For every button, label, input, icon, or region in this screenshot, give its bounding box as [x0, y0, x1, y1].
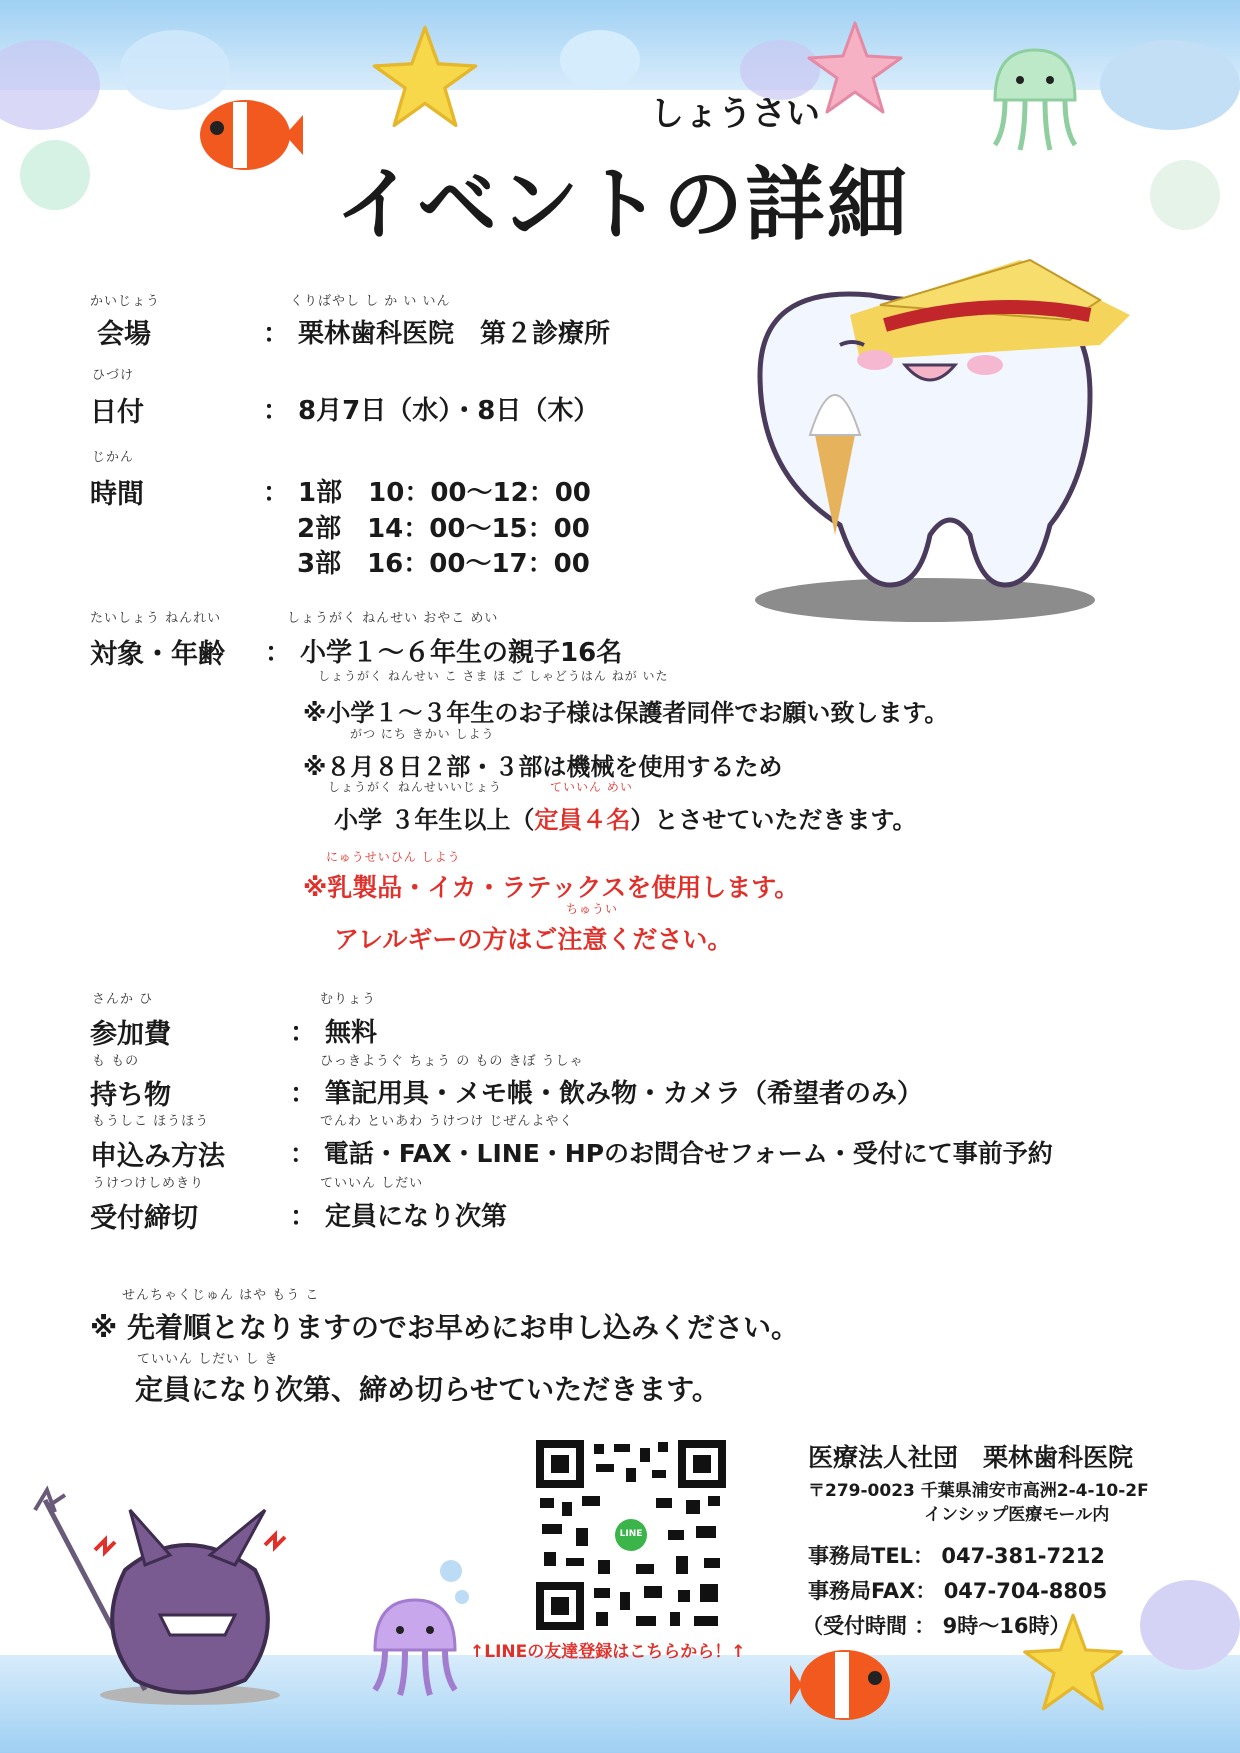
target-value: ： 小学１〜６年生の親子16名	[265, 638, 623, 668]
deadline-label: 受付締切	[90, 1203, 198, 1234]
notice-line2: 定員になり次第、締め切らせていただきます。	[135, 1373, 720, 1406]
time-session-2: 2部 14：00〜15：00	[297, 514, 590, 544]
clownfish-icon	[790, 1640, 900, 1730]
purple-jellyfish-icon	[365, 1595, 465, 1705]
devil-mascot-illustration	[35, 1490, 305, 1710]
time-session-3: 3部 16：00〜17：00	[297, 549, 590, 579]
date-label: 日付	[90, 397, 144, 428]
clinic-name: 医療法人社団 栗林歯科医院	[808, 1443, 1134, 1472]
notice-line2-ruby: ていいん しだい し き	[137, 1352, 279, 1367]
target-label-ruby: たいしょう ねんれい	[90, 611, 222, 626]
apply-value: ： 電話・FAX・LINE・HPのお問合せフォーム・受付にて事前予約	[290, 1139, 1053, 1168]
fee-value: ： 無料	[290, 1018, 378, 1048]
notice-line1: ※ 先着順となりますのでお早めにお申し込みください。	[90, 1311, 799, 1344]
tooth-mascot-illustration	[720, 255, 1120, 605]
venue-value: ： 栗林歯科医院 第２診療所	[263, 319, 611, 349]
target-note3-pre: 小学 ３年生以上（	[334, 806, 535, 834]
fee-label-ruby: さんか ひ	[92, 992, 154, 1007]
time-label-ruby: じかん	[92, 450, 135, 465]
target-note2: ※８月８日２部・３部は機械を使用するため	[303, 753, 783, 781]
venue-value-ruby: くりばやし し か い いん	[290, 294, 451, 309]
line-qr-code[interactable]	[536, 1440, 726, 1630]
bubble	[1140, 1580, 1240, 1670]
bubble	[560, 30, 640, 90]
items-label-ruby: も もの	[92, 1054, 140, 1069]
time-session-1: ： 1部 10：00〜12：00	[263, 478, 591, 508]
venue-label-ruby: かいじょう	[90, 294, 161, 309]
bubble	[1100, 40, 1240, 130]
yellow-starfish-icon	[370, 22, 480, 132]
deadline-value: ： 定員になり次第	[290, 1202, 508, 1232]
date-value: ： 8月7日（水）・8日（木）	[263, 396, 600, 426]
time-label: 時間	[90, 479, 144, 510]
clinic-tel[interactable]: 事務局TEL： 047-381-7212	[808, 1544, 1105, 1568]
target-note3-post: ）とさせていただきます。	[630, 806, 917, 834]
apply-label: 申込み方法	[90, 1141, 225, 1172]
target-note1: ※小学１〜３年生のお子様は保護者同伴でお願い致します。	[303, 699, 949, 727]
clinic-hours: （受付時間 ： 9時〜16時）	[802, 1614, 1071, 1638]
capacity-highlight: 定員４名	[534, 806, 631, 834]
title-ruby: しょうさい	[650, 94, 820, 134]
bubble	[440, 1560, 462, 1582]
bubble	[20, 140, 90, 210]
allergy-warning-line1: ※乳製品・イカ・ラテックスを使用します。	[303, 873, 800, 902]
venue-label: 会場	[97, 319, 151, 350]
items-value-ruby: ひっきようぐ ちょう の もの きぼ うしゃ	[320, 1054, 584, 1069]
apply-label-ruby: もうしこ ほうほう	[92, 1114, 210, 1129]
clownfish-icon	[195, 90, 305, 180]
capacity-ruby: ていいん めい	[550, 780, 633, 794]
apply-value-ruby: でんわ といあわ うけつけ じぜんよやく	[320, 1114, 574, 1129]
deadline-label-ruby: うけつけしめきり	[92, 1176, 205, 1191]
qr-caption: ↑LINEの友達登録はこちらから！↑	[470, 1642, 746, 1662]
allergy-line2-ruby: ちゅうい	[566, 902, 619, 916]
allergy-line1-ruby: にゅうせいひん しよう	[326, 850, 461, 864]
target-value-ruby: しょうがく ねんせい おやこ めい	[287, 611, 499, 626]
items-value: ： 筆記用具・メモ帳・飲み物・カメラ（希望者のみ）	[290, 1079, 924, 1109]
items-label: 持ち物	[90, 1080, 171, 1111]
deadline-value-ruby: ていいん しだい	[320, 1176, 424, 1191]
line-logo-badge: LINE	[619, 1529, 643, 1539]
target-note3-ruby: しょうがく ねんせいいじょう	[328, 780, 502, 794]
bubble	[1150, 160, 1220, 230]
target-note1-ruby: しょうがく ねんせい こ さま ほ ご しゃどうはん ねが いた	[318, 669, 669, 683]
target-note2-ruby: がつ にち きかい しよう	[350, 727, 495, 741]
notice-line1-ruby: せんちゃくじゅん はや もう こ	[122, 1288, 320, 1303]
date-label-ruby: ひづけ	[92, 368, 135, 383]
fee-label: 参加費	[90, 1019, 171, 1050]
target-label: 対象・年齢	[90, 639, 225, 670]
target-note3	[334, 800, 916, 835]
clinic-address-line1: 〒279-0023 千葉県浦安市高洲2-4-10-2F	[808, 1481, 1149, 1501]
clinic-fax: 事務局FAX： 047-704-8805	[808, 1579, 1108, 1603]
clinic-address-line2: インシップ医療モール内	[924, 1505, 1110, 1525]
fee-value-ruby: むりょう	[320, 992, 377, 1007]
page-title: イベントの詳細	[335, 158, 909, 251]
jellyfish-icon	[985, 45, 1085, 155]
allergy-warning-line2: アレルギーの方はご注意ください。	[334, 925, 733, 954]
